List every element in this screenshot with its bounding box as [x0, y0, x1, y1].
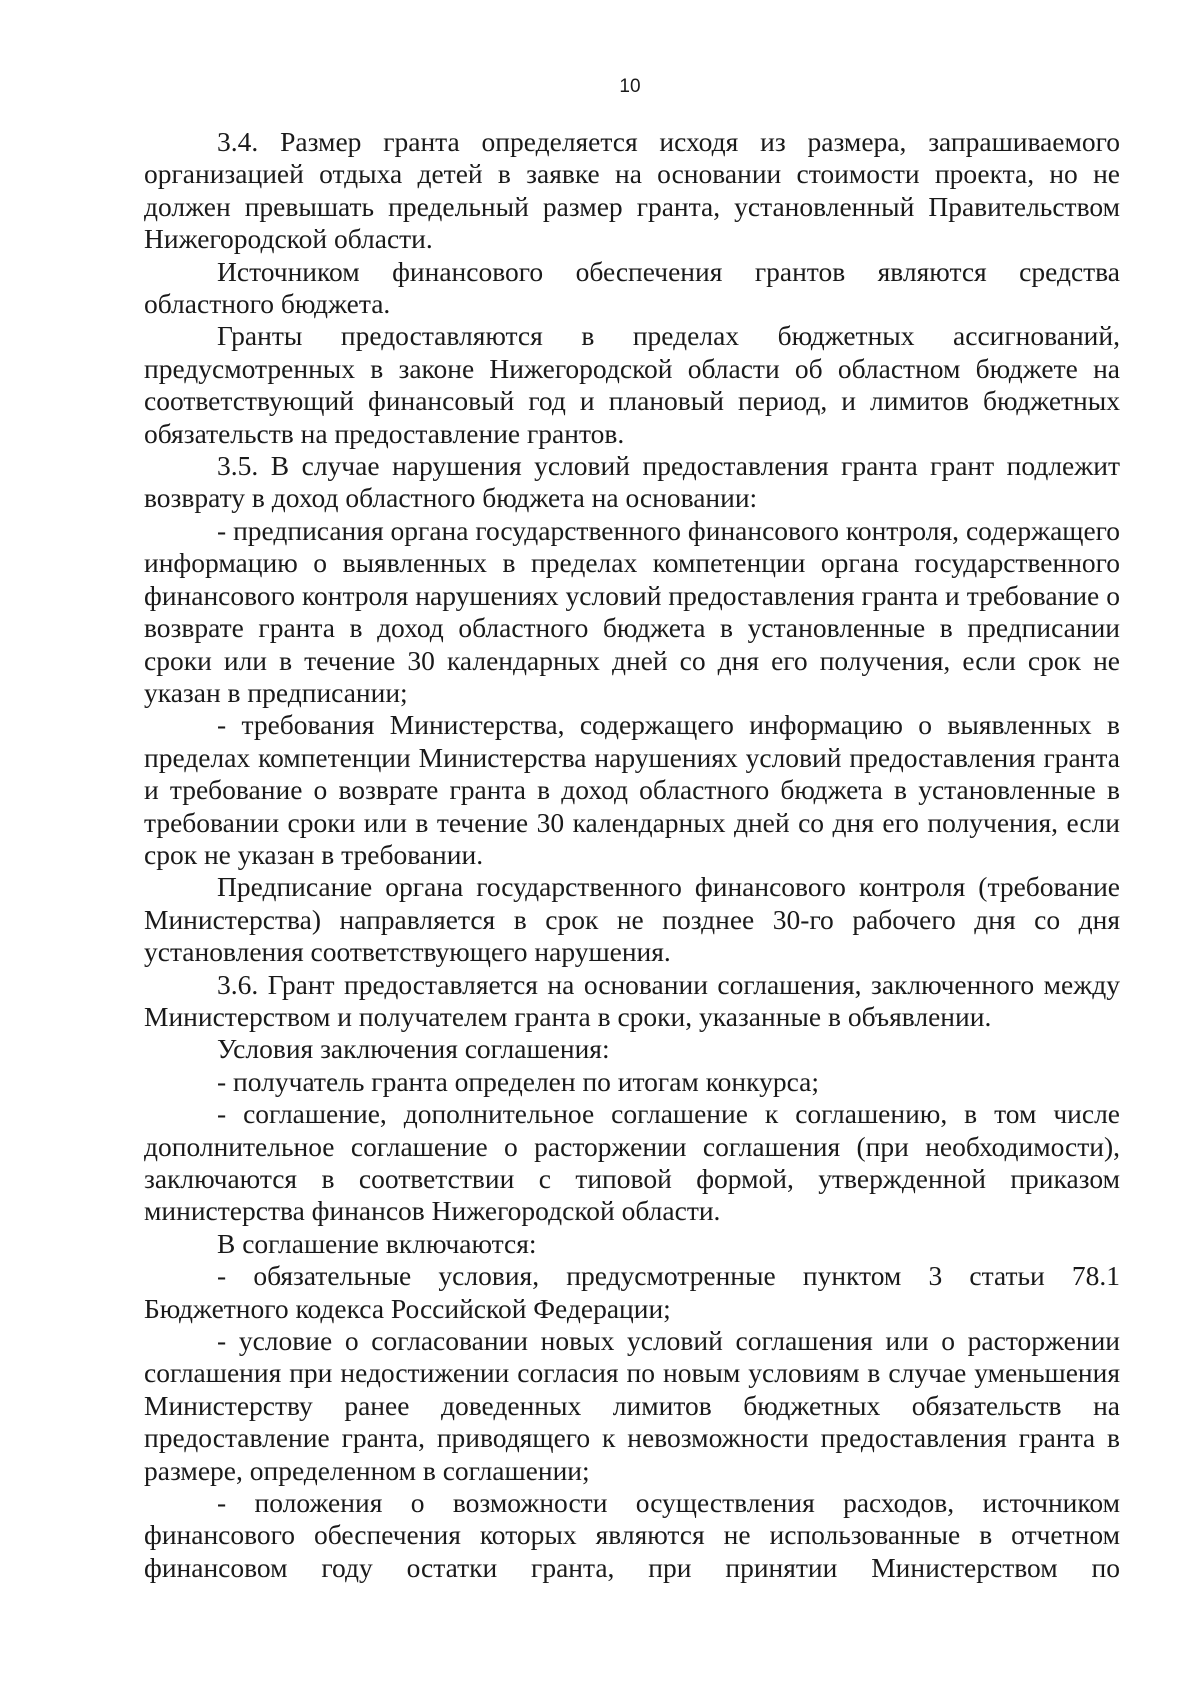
list-item-contest-result: - получатель гранта определен по итогам конкурса;: [217, 1065, 819, 1097]
paragraph-order-deadline: Предписание органа государственного финансового контроля (требование Министерства) направляется в срок не позднее 30-го рабочего дня со дня установления соответствующего нарушения.: [144, 871, 1120, 968]
paragraph-3-4-grant-size: 3.4. Размер гранта определяется исходя из размера, запрашиваемого организацией отдыха детей в заявке на основании стоимости проекта, но не должен превышать предельный размер гранта, установленный Правительством Нижегородской области.: [144, 126, 1120, 255]
paragraph-funding-source: Источником финансового обеспечения грантов являются средства областного бюджета.: [144, 255, 1120, 320]
list-item-mandatory-conditions: - обязательные условия, предусмотренные пунктом 3 статьи 78.1 Бюджетного кодекса Российской Федерации;: [144, 1260, 1120, 1324]
list-item-unused-balance: - положения о возможности осуществления расходов, источником финансового обеспечения которых являются не использованные в отчетном финансовом году остатки гранта, при принятии Министерством по: [144, 1487, 1120, 1583]
list-item-new-conditions: - условие о согласовании новых условий соглашения или о расторжении соглашения при недостижении согласия по новым условиям в случае уменьшения Министерству ранее доведенных лимитов бюджетных обязательств на предоставление гранта, приводящего к невозможности предоставления гранта в размере, определенном в соглашении;: [144, 1325, 1120, 1486]
list-item-standard-form: - соглашение, дополнительное соглашение к соглашению, в том числе дополнительное соглашение о расторжении соглашения (при необходимости), заключаются в соответствии с типовой формой, утвержденной приказом министерства финансов Нижегородской области.: [144, 1098, 1120, 1227]
list-item-control-order: - предписания органа государственного финансового контроля, содержащего информацию о выявленных в пределах компетенции органа государственного финансового контроля нарушениях условий предоставления гранта и требование о возврате гранта в доход областного бюджета в установленные в предписании сроки или в течение 30 календарных дней со дня его получения, если срок не указан в предписании;: [144, 514, 1120, 708]
paragraph-budget-allocations: Гранты предоставляются в пределах бюджетных ассигнований, предусмотренных в законе Нижегородской области об областном бюджете на соответствующий финансовый год и плановый период, и лимитов бюджетных обязательств на предоставление грантов.: [144, 320, 1120, 449]
document-body: [144, 126, 1120, 1584]
paragraph-3-5-grant-return: 3.5. В случае нарушения условий предоставления гранта грант подлежит возврату в доход областного бюджета на основании:: [144, 450, 1120, 514]
page-number: 10: [619, 76, 641, 97]
paragraph-agreement-conditions-heading: Условия заключения соглашения:: [217, 1033, 610, 1065]
paragraph-agreement-includes-heading: В соглашение включаются:: [217, 1227, 537, 1259]
list-item-ministry-requirement: - требования Министерства, содержащего информацию о выявленных в пределах компетенции Министерства нарушениях условий предоставления гранта и требование о возврате гранта в доход областного бюджета в установленные в требовании сроки или в течение 30 календарных дней со дня его получения, если срок не указан в требовании.: [144, 709, 1120, 870]
paragraph-3-6-agreement: 3.6. Грант предоставляется на основании соглашения, заключенного между Министерством и получателем гранта в сроки, указанные в объявлении.: [144, 968, 1120, 1032]
